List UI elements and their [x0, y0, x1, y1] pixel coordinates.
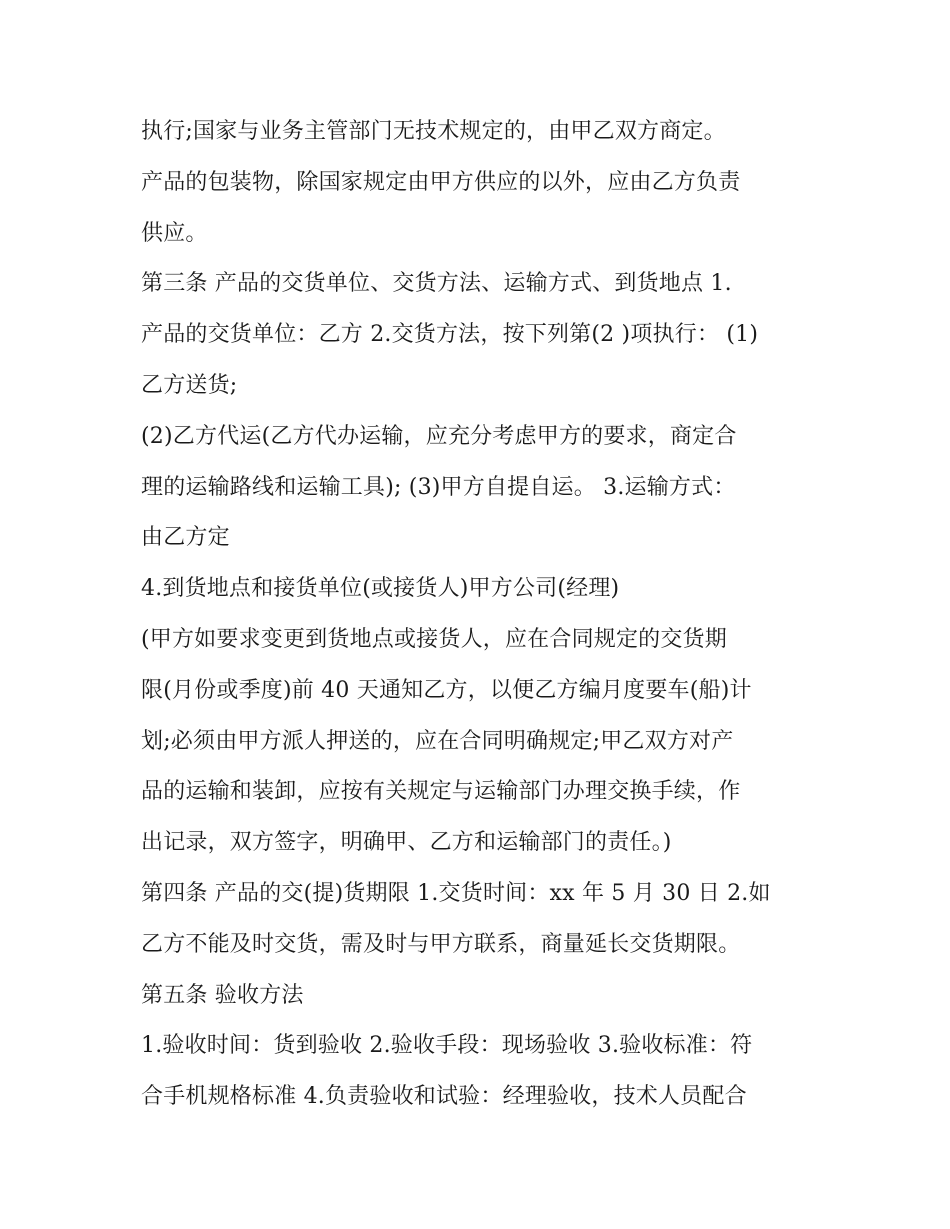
text-line: 划;必须由甲方派人押送的，应在合同明确规定;甲乙双方对产	[141, 728, 734, 754]
text-line: 限(月份或季度)前 40 天通知乙方，以便乙方编月度要车(船)计	[141, 677, 752, 703]
article-4-heading-line: 第四条 产品的交(提)货期限 1.交货时间：xx 年 5 月 30 日 2.如	[141, 880, 771, 906]
text-line: (2)乙方代运(乙方代办运输，应充分考虑甲方的要求，商定合	[141, 423, 737, 449]
text-line: 合手机规格标准 4.负责验收和试验：经理验收，技术人员配合	[141, 1084, 747, 1110]
text-line: 供应。	[141, 220, 208, 246]
text-line: 出记录，双方签字，明确甲、乙方和运输部门的责任。)	[141, 830, 672, 856]
text-line: 产品的包装物，除国家规定由甲方供应的以外，应由乙方负责	[141, 169, 741, 195]
text-line: 由乙方定	[141, 525, 230, 551]
text-line: 执行;国家与业务主管部门无技术规定的，由甲乙双方商定。	[141, 119, 726, 144]
text-line: 理的运输路线和运输工具); (3)甲方自提自运。 3.运输方式：	[141, 474, 736, 500]
text-line: 乙方送货;	[141, 372, 238, 398]
text-line: 1.验收时间：货到验收 2.验收手段：现场验收 3.验收标准：符	[141, 1033, 753, 1059]
text-line: 4.到货地点和接货单位(或接货人)甲方公司(经理)	[141, 576, 620, 602]
text-line: 品的运输和装卸，应按有关规定与运输部门办理交换手续，作	[141, 779, 741, 805]
article-3-heading-line: 第三条 产品的交货单位、交货方法、运输方式、到货地点 1.	[141, 271, 732, 297]
contract-text-body	[141, 107, 821, 1123]
text-line: 产品的交货单位：乙方 2.交货方法，按下列第(2 )项执行： (1)	[141, 322, 759, 348]
article-5-heading-line: 第五条 验收方法	[141, 982, 304, 1008]
text-line: 乙方不能及时交货，需及时与甲方联系，商量延长交货期限。	[141, 931, 741, 957]
text-line: (甲方如要求变更到货地点或接货人，应在合同规定的交货期	[141, 626, 727, 652]
